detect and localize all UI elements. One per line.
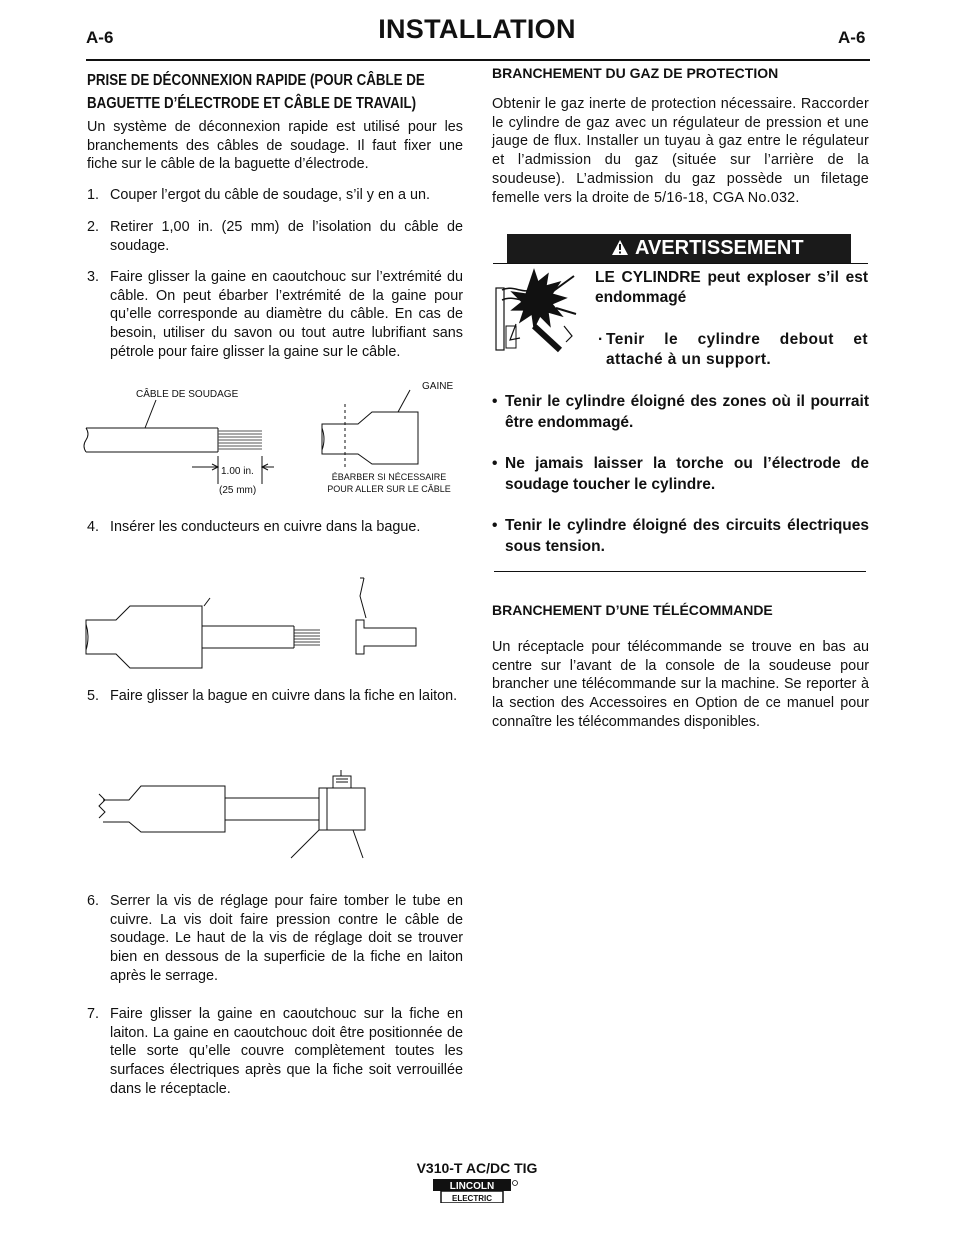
footer-model: V310-T AC/DC TIG [416,1160,538,1176]
step-1: 1. Couper l’ergot du câble de soudage, s’il y en a un. [87,187,431,203]
fig1-trim-line2: POUR ALLER SUR LE CÂBLE [327,484,451,494]
fig1-dim-mm: (25 mm) [219,485,257,496]
fig1-cable-label: CÂBLE DE SOUDAGE [136,389,239,400]
step-7: 7. Faire glisser la gaine en caoutchouc sur la fiche en laiton. La gaine en caoutchouc doit être positionnée de telle sorte qu’elle couvre complètement toutes les surfaces électriques après que la fiche soit verrouillée dans le réceptacle. [87,1006,463,1097]
step-6: 6. Serrer la vis de réglage pour faire tomber le tube en cuivre. La vis doit faire pression contre le câble de soudage. Le haut de la vis de réglage doit se trouver bien en dessous de la superficie de la fiche en laiton après le serrage. [87,893,463,984]
figure-ferrule-insert [82,574,422,674]
svg-text:ELECTRIC: ELECTRIC [452,1194,492,1203]
steps-list-3 [87,268,463,362]
section-divider [494,571,866,572]
intro-paragraph: Un système de déconnexion rapide est utilisé pour les branchements des câbles de soudage. Il faut fixer une fiche sur le câble de la baguette d’électrode. [87,119,463,173]
warning-bullet-3: • Tenir le cylindre éloigné des circuits électriques sous tension. [492,517,869,555]
page-number-right: A-6 [838,28,866,47]
fig1-dim-in: 1.00 in. [221,466,254,477]
steps-list-2 [87,218,463,255]
step-2: 2. Retirer 1,00 in. (25 mm) de l’isolation du câble de soudage. [87,219,463,254]
warning-sub-item: · Tenir le cylindre debout et attaché à un support. [598,331,868,368]
step-4: 4. Insérer les conducteurs en cuivre dans la bague. [87,519,421,535]
figure-brass-plug [95,770,385,860]
header-rule [86,59,870,61]
section-heading-quick-disconnect: PRISE DE DÉCONNEXION RAPIDE (POUR CÂBLE DE BAGUETTE D’ÉLECTRODE ET CÂBLE DE TRAVAIL) [87,72,425,112]
steps-list-6 [87,892,463,986]
cylinder-explosion-icon [494,266,580,356]
steps-list-7 [87,1005,463,1099]
warning-title: AVERTISSEMENT [635,237,804,259]
warning-bullet-2: • Ne jamais laisser la torche ou l’électrode de soudage toucher le cylindre. [492,455,869,493]
steps-list-1-3 [87,186,463,205]
svg-text:LINCOLN: LINCOLN [449,1181,495,1192]
gas-heading: BRANCHEMENT DU GAZ DE PROTECTION [492,65,779,81]
figure-cable-strip [80,376,470,502]
page-title: INSTALLATION [378,14,576,44]
warning-bullet-1: • Tenir le cylindre éloigné des zones où il pourrait être endommagé. [492,393,869,431]
gas-paragraph: Obtenir le gaz inerte de protection nécessaire. Raccorder le cylindre de gaz avec un régulateur de pression et une jauge de flux. Installer un tuyau à gaz entre le régulateur et l’admission du gaz (située sur l’arrière de la soudeuse). L’admission du gaz possède un filetage femelle vers la droite de 5/16-18, CGA No.032. [492,96,869,206]
fig1-trim-line1: ÉBARBER SI NÉCESSAIRE [331,472,447,482]
remote-heading: BRANCHEMENT D’UNE TÉLÉCOMMANDE [492,602,773,618]
warning-banner [507,234,851,263]
remote-paragraph: Un réceptacle pour télécommande se trouve en bas au centre sur l’avant de la console de la soudeuse pour brancher une télécommande sur la machine. Se reporter à la section des Accessoires en Option de ce manuel pour connaître les télécommandes disponibles. [492,639,869,730]
steps-list-4 [87,518,463,537]
warning-main-text: LE CYLINDRE peut exploser s’il est endommagé [595,269,868,306]
fig1-gaine-label: GAINE [422,381,454,392]
page-number-left: A-6 [86,28,114,47]
lincoln-electric-logo [433,1179,519,1203]
warning-triangle-icon [611,236,629,265]
steps-list-5 [87,687,463,706]
step-5: 5. Faire glisser la bague en cuivre dans la fiche en laiton. [87,688,458,704]
step-3: 3. Faire glisser la gaine en caoutchouc sur l’extrémité du câble. On peut ébarber l’extrémité de la gaine pour qu’elle corresponde au diamètre du câble. En cas de besoin, utiliser du savon ou tout autre lubrifiant sans pétrole pour faire glisser la gaine sur le câble. [87,269,463,360]
